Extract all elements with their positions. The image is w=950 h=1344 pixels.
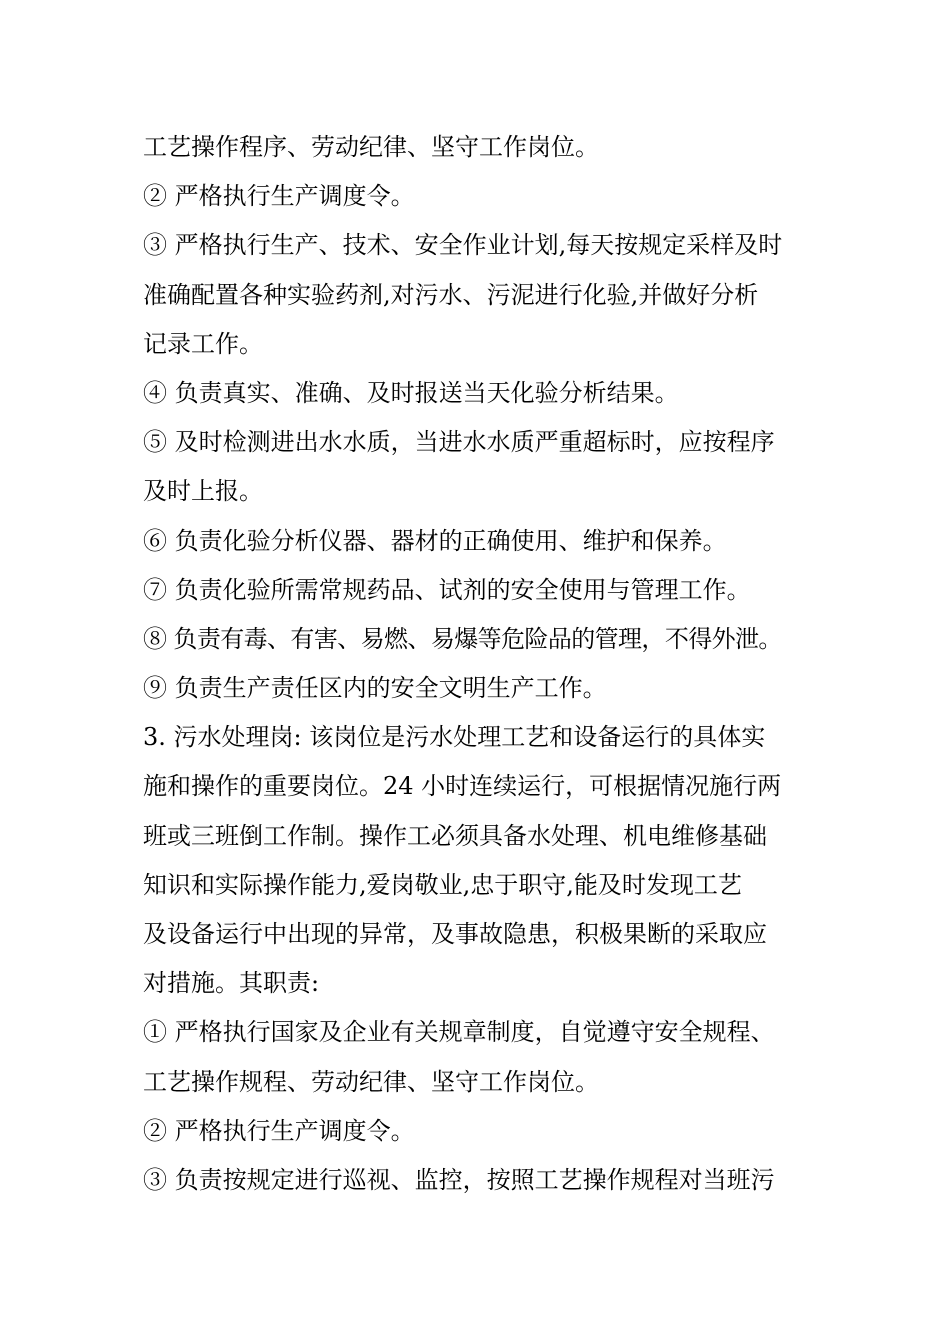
text-line: 工艺操作规程、劳动纪律、坚守工作岗位。 — [143, 1067, 599, 1096]
text-line: ③ 负责按规定进行巡视、监控，按照工艺操作规程对当班污 — [143, 1165, 775, 1194]
text-line: ⑨ 负责生产责任区内的安全文明生产工作。 — [143, 674, 607, 703]
text-line: ⑤ 及时检测进出水水质，当进水水质严重超标时，应按程序 — [143, 428, 775, 457]
text-line: ① 严格执行国家及企业有关规章制度，自觉遵守安全规程、 — [143, 1018, 775, 1047]
text-line: ⑥ 负责化验分析仪器、器材的正确使用、维护和保养。 — [143, 526, 727, 555]
text-line: 及设备运行中出现的异常，及事故隐患，积极果断的采取应 — [143, 920, 767, 948]
text-line: 施和操作的重要岗位。24 小时连续运行，可根据情况施行两 — [143, 772, 782, 801]
document-body — [143, 123, 813, 1205]
text-line: ④ 负责真实、准确、及时报送当天化验分析结果。 — [143, 378, 679, 407]
text-line: 及时上报。 — [143, 477, 263, 506]
text-line: 工艺操作程序、劳动纪律、坚守工作岗位。 — [143, 133, 599, 161]
text-line: ② 严格执行生产调度令。 — [143, 182, 415, 211]
text-line: ③ 严格执行生产、技术、安全作业计划,每天按规定采样及时 — [143, 231, 783, 260]
text-line: 记录工作。 — [143, 329, 263, 358]
text-line: 3. 污水处理岗: 该岗位是污水处理工艺和设备运行的具体实 — [143, 723, 766, 752]
text-line: 对措施。其职责: — [143, 969, 320, 998]
text-line: ② 严格执行生产调度令。 — [143, 1116, 415, 1145]
text-line: 知识和实际操作能力,爱岗敬业,忠于职守,能及时发现工艺 — [143, 870, 742, 899]
text-line: ⑦ 负责化验所需常规药品、试剂的安全使用与管理工作。 — [143, 575, 751, 604]
text-line: 班或三班倒工作制。操作工必须具备水处理、机电维修基础 — [143, 821, 767, 850]
text-line: ⑧ 负责有毒、有害、易燃、易爆等危险品的管理，不得外泄。 — [143, 624, 782, 653]
text-line: 准确配置各种实验药剂,对污水、污泥进行化验,并做好分析 — [143, 280, 759, 309]
